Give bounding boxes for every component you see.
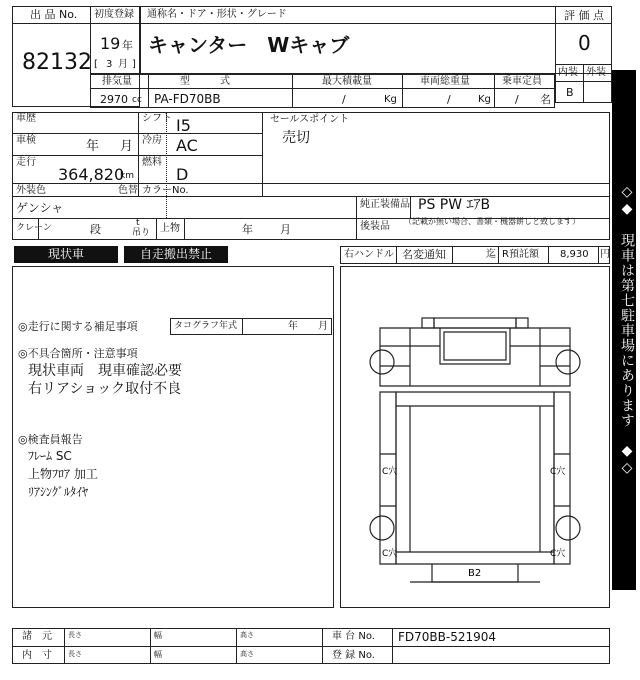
recycle-label: R預託額	[502, 249, 539, 260]
gross-sep: /	[447, 93, 451, 106]
interior-label: 内装	[558, 67, 578, 78]
mark-b2: B2	[468, 568, 482, 579]
rating-label: 評 価 点	[564, 9, 604, 22]
name-change-label: 名変通知	[402, 248, 446, 261]
width-label-2: 幅	[154, 650, 162, 659]
lot-no-label: 出 品 No.	[30, 8, 78, 21]
color-change-label: 色替	[118, 185, 138, 196]
as-is-button[interactable]: 現状車	[14, 246, 118, 263]
displacement-value: 2970	[100, 93, 128, 106]
model-label: 型 式	[180, 76, 230, 87]
kg-unit-2: Kg	[478, 94, 491, 105]
defects-header: ◎不具合箇所・注意事項	[18, 347, 138, 360]
mark-c-right-top: C穴	[550, 467, 566, 477]
width-label: 幅	[154, 631, 162, 640]
tacho-month: 月	[318, 321, 328, 332]
steering-value: 右ハンドル	[344, 249, 394, 260]
rating-value: 0	[578, 31, 591, 55]
inspector-header: ◎検査員報告	[18, 433, 83, 446]
fuel-value: D	[176, 165, 189, 184]
upper-month: 月	[280, 223, 291, 236]
max-load-sep: /	[342, 93, 346, 106]
exterior-label: 外装	[586, 67, 606, 78]
sales-point-label: セールスポイント	[270, 114, 350, 125]
chassis-no: FD70BB-521904	[398, 630, 497, 644]
ext-color-value: ゲンシャ	[16, 201, 64, 215]
kg-unit: Kg	[384, 94, 397, 105]
mileage-value: 364,820	[58, 165, 125, 184]
shift-label: シフト	[142, 113, 172, 124]
capacity-sep: /	[515, 93, 519, 106]
height-label: 高さ	[240, 631, 254, 639]
color-no-label: カラーNo.	[142, 185, 189, 196]
lot-number: 82132	[22, 50, 92, 75]
fuel-label: 燃料	[142, 157, 162, 168]
inspection-year-unit: 年	[86, 139, 100, 154]
cc-unit: cc	[132, 95, 142, 105]
yen-unit: 円	[600, 249, 610, 260]
self-export-ban-button[interactable]: 自走搬出禁止	[124, 246, 228, 263]
max-load-label: 最大積載量	[322, 76, 372, 87]
deadline-char: 迄	[486, 249, 496, 260]
month-unit: 月	[118, 59, 128, 70]
crane-lift: 吊り	[132, 228, 151, 238]
mark-c-left-top: C穴	[382, 467, 398, 477]
aftermarket-label: 後装品	[360, 221, 390, 232]
first-reg-month: 3	[106, 59, 113, 70]
gross-weight-label: 車両総重量	[420, 76, 470, 87]
mileage-label: 走行	[16, 157, 36, 168]
length-label: 長さ	[68, 631, 82, 639]
location-sidebar: ◇◆ 現車は第七駐車場にあります ◆◇	[612, 70, 636, 590]
driving-header: ◎走行に関する補足事項	[18, 320, 138, 333]
defect-line-2: 右リアショック取付不良	[28, 381, 182, 397]
aftermarket-note: （記載が無い場合、書類・機器餅しと致します）	[404, 217, 580, 226]
displacement-label: 排気量	[102, 76, 132, 87]
car-name-label: 通称名・ドア・形状・グレード	[147, 9, 287, 20]
tacho-label: タコグラフ年式	[174, 321, 238, 331]
height-label-2: 高さ	[240, 650, 254, 658]
car-name: キャンター Wキャブ	[148, 33, 350, 57]
upper-year: 年	[242, 223, 253, 236]
crane-ton: t	[136, 218, 140, 228]
chassis-label: 車 台 No.	[332, 631, 375, 642]
upper-label: 上物	[160, 223, 180, 234]
inspector-line-3: ﾘｱｼﾝｸﾞﾙﾀｲﾔ	[28, 485, 89, 499]
first-reg-label: 初度登録	[94, 9, 134, 20]
inspection-month-unit: 月	[120, 139, 134, 154]
shift-value: I5	[176, 116, 191, 135]
model-value: PA-FD70BB	[154, 92, 221, 106]
mark-c-right-bottom: C穴	[550, 549, 566, 559]
year-unit: 年	[122, 39, 133, 52]
mark-c-left-bottom: C穴	[382, 549, 398, 559]
crane-stage: 段	[90, 223, 101, 236]
truck-diagram	[340, 266, 610, 608]
defect-line-1: 現状車両 現車確認必要	[28, 363, 182, 379]
interior-grade: B	[566, 86, 574, 99]
equip-label: 純正装備品	[360, 199, 410, 210]
reg-label: 登 録 No.	[332, 650, 375, 661]
first-reg-year: 19	[100, 34, 121, 53]
equip-value: PS PW ｴｱB	[418, 197, 491, 213]
km-unit: km	[120, 171, 134, 181]
inspection-label: 車検	[16, 135, 36, 146]
capacity-label: 乗車定員	[502, 76, 542, 87]
ext-color-label: 外装色	[16, 185, 46, 196]
interior-dim-label: 内 寸	[22, 650, 52, 661]
recycle-amount: 8,930	[560, 249, 589, 260]
crane-label: クレーン	[16, 223, 52, 233]
ac-label: 冷房	[142, 135, 162, 146]
specs-label: 諸 元	[22, 631, 52, 642]
tacho-year: 年	[288, 321, 298, 332]
history-label: 車歴	[16, 113, 36, 124]
ac-value: AC	[176, 136, 198, 155]
length-label-2: 長さ	[68, 650, 82, 658]
capacity-unit: 名	[540, 93, 551, 106]
inspector-line-1: ﾌﾚｰﾑ SC	[28, 449, 72, 463]
inspector-line-2: 上物ﾌﾛｱ 加工	[28, 467, 98, 481]
sales-point-value: 売切	[282, 130, 310, 146]
